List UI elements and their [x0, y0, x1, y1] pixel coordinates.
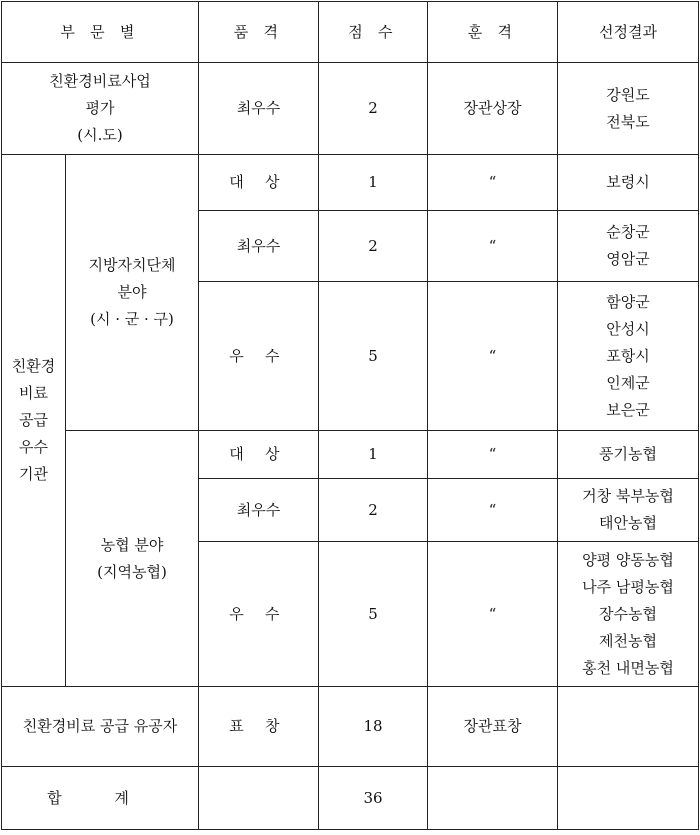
- award-selection-table: [1, 1, 699, 830]
- local-excellent-top-grade: 최우수: [199, 211, 319, 282]
- local-grand-grade: 대 상: [199, 155, 319, 211]
- local-excellent-top-award: “: [428, 211, 558, 282]
- nonghyup-excellent-count: 5: [319, 542, 428, 687]
- total-grade-empty: [199, 767, 319, 830]
- nonghyup-excellent-award: “: [428, 542, 558, 687]
- contributor-category: 친환경비료 공급 유공자: [2, 687, 199, 767]
- header-grade: 품 격: [199, 2, 319, 63]
- nonghyup-grand-award: “: [428, 431, 558, 479]
- table-row-local-grand: [2, 155, 699, 211]
- nonghyup-excellent-top-count: 2: [319, 479, 428, 542]
- nonghyup-excellent-result: 양평 양동농협 나주 남평농협 장수농협 제천농협 홍천 내면농협: [558, 542, 699, 687]
- nonghyup-excellent-top-grade: 최우수: [199, 479, 319, 542]
- local-excellent-result: 함양군 안성시 포항시 인제군 보은군: [558, 282, 699, 431]
- local-excellent-grade: 우 수: [199, 282, 319, 431]
- table-row-province: [2, 63, 699, 155]
- table-row-total: [2, 767, 699, 830]
- header-result: 선정결과: [558, 2, 699, 63]
- nonghyup-label: 농협 분야 (지역농협): [66, 431, 199, 687]
- total-award-empty: [428, 767, 558, 830]
- local-grand-award: “: [428, 155, 558, 211]
- province-count: 2: [319, 63, 428, 155]
- contributor-result: [558, 687, 699, 767]
- total-label: 합 계: [2, 767, 199, 830]
- local-excellent-count: 5: [319, 282, 428, 431]
- header-award: 훈 격: [428, 2, 558, 63]
- total-count: 36: [319, 767, 428, 830]
- local-excellent-award: “: [428, 282, 558, 431]
- province-result: 강원도 전북도: [558, 63, 699, 155]
- province-category: 친환경비료사업 평가 (시.도): [2, 63, 199, 155]
- local-excellent-top-count: 2: [319, 211, 428, 282]
- nonghyup-excellent-top-result: 거창 북부농협 태안농협: [558, 479, 699, 542]
- province-grade: 최우수: [199, 63, 319, 155]
- contributor-count: 18: [319, 687, 428, 767]
- nonghyup-excellent-top-award: “: [428, 479, 558, 542]
- province-award: 장관상장: [428, 63, 558, 155]
- table-row-nonghyup-grand: [2, 431, 699, 479]
- local-grand-count: 1: [319, 155, 428, 211]
- nonghyup-grand-count: 1: [319, 431, 428, 479]
- nonghyup-grand-result: 풍기농협: [558, 431, 699, 479]
- nonghyup-grand-grade: 대 상: [199, 431, 319, 479]
- agency-group-label: 친환경 비료 공급 우수 기관: [2, 155, 66, 687]
- nonghyup-excellent-grade: 우 수: [199, 542, 319, 687]
- local-excellent-top-result: 순창군 영암군: [558, 211, 699, 282]
- header-row: [2, 2, 699, 63]
- contributor-grade: 표 창: [199, 687, 319, 767]
- header-count: 점 수: [319, 2, 428, 63]
- total-result-empty: [558, 767, 699, 830]
- contributor-award: 장관표창: [428, 687, 558, 767]
- local-gov-label: 지방자치단체 분야 (시 · 군 · 구): [66, 155, 199, 431]
- header-category: 부 문 별: [2, 2, 199, 63]
- table-row-contributor: [2, 687, 699, 767]
- local-grand-result: 보령시: [558, 155, 699, 211]
